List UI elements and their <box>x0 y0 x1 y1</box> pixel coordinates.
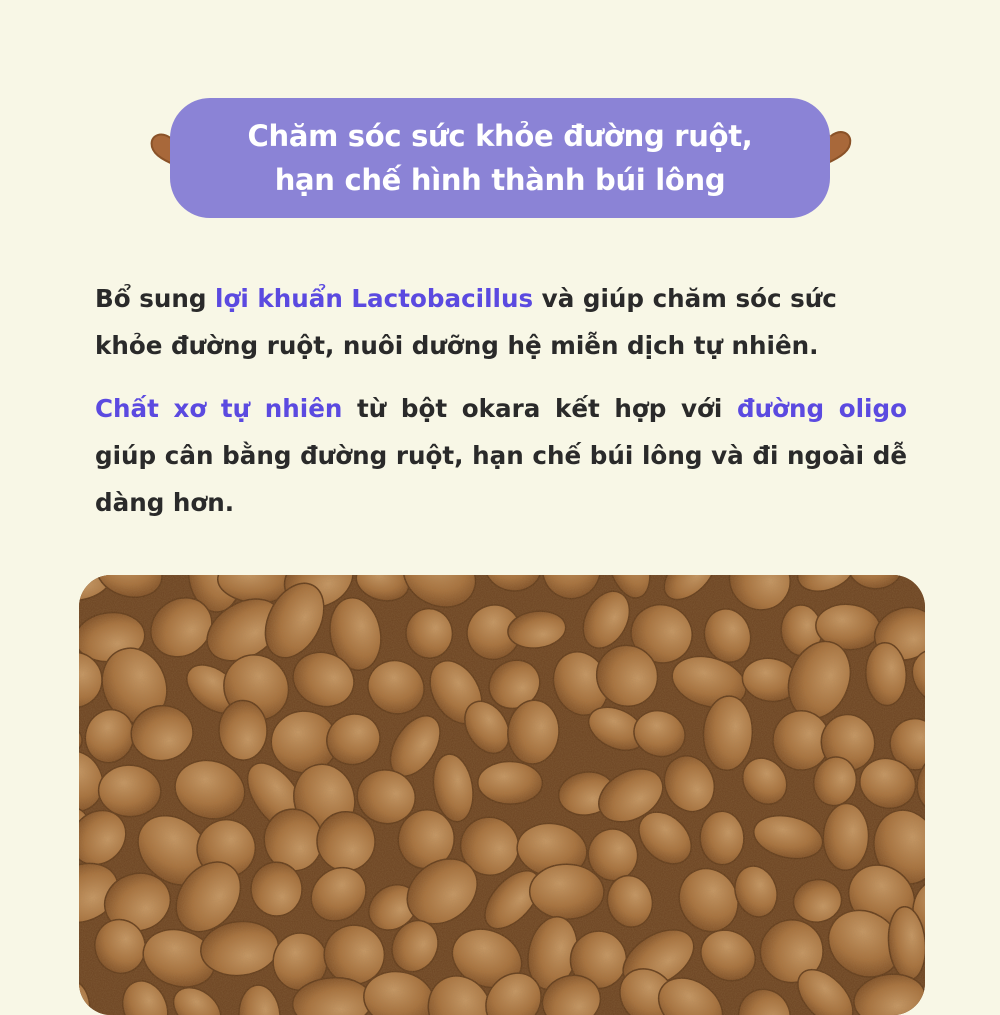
p2-text-middle: từ bột okara kết hợp với <box>342 394 737 423</box>
title-line-2: hạn chế hình thành búi lông <box>274 163 726 197</box>
paragraph-probiotics <box>95 275 907 369</box>
p1-highlight-lactobacillus: lợi khuẩn Lactobacillus <box>215 284 534 313</box>
title-banner <box>170 98 830 218</box>
title-line-1: Chăm sóc sức khỏe đường ruột, <box>247 119 753 153</box>
p2-highlight-fiber: Chất xơ tự nhiên <box>95 394 343 423</box>
kibble-illustration <box>79 575 925 1015</box>
cat-food-kibble-photo <box>79 575 925 1015</box>
kibble-grain-texture <box>79 575 925 1015</box>
paragraph-fiber <box>95 385 907 526</box>
p1-text-after: và giúp chăm sóc sức khỏe đường ruột, nuôi dưỡng hệ miễn dịch tự nhiên. <box>95 284 837 360</box>
p1-text-before: Bổ sung <box>95 284 216 313</box>
p2-text-after: giúp cân bằng đường ruột, hạn chế búi lông và đi ngoài dễ dàng hơn. <box>95 441 907 517</box>
p2-highlight-oligo: đường oligo <box>736 394 907 423</box>
